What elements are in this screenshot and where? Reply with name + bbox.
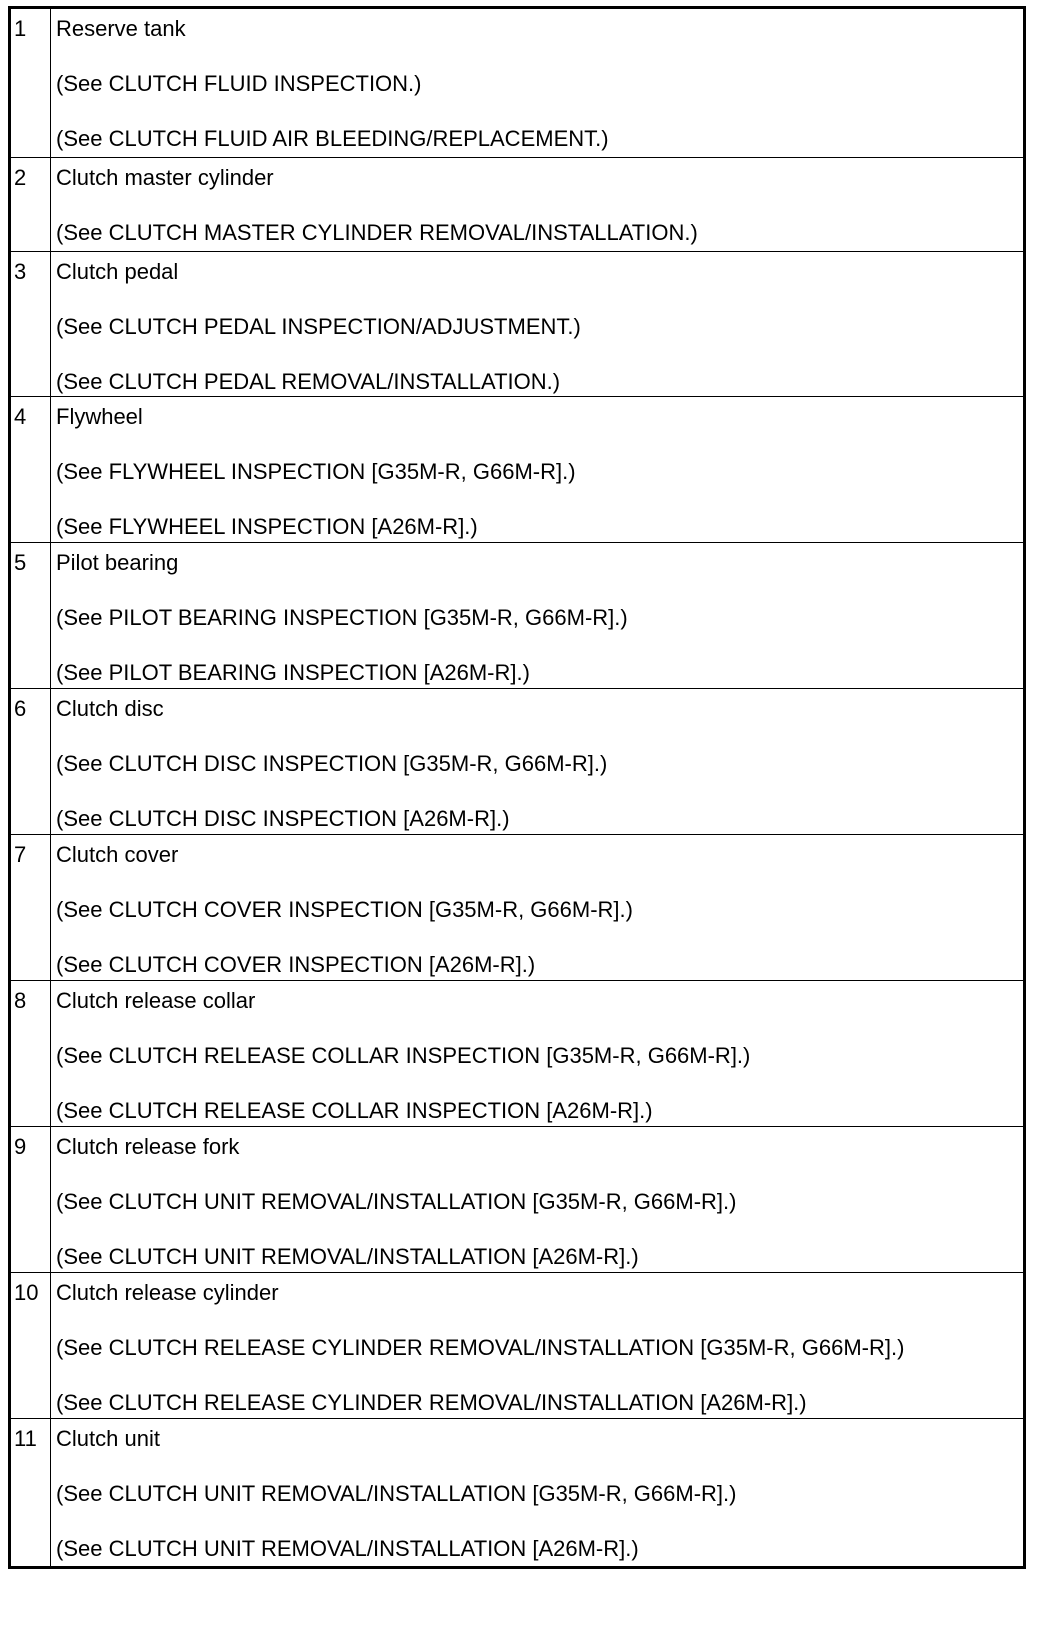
reference-link[interactable]: (See CLUTCH FLUID INSPECTION.) (56, 71, 422, 96)
item-title: Clutch release fork (56, 1134, 240, 1159)
item-number: 10 (10, 1273, 51, 1419)
reference-link[interactable]: (See CLUTCH UNIT REMOVAL/INSTALLATION [A26M-R].) (56, 1244, 639, 1269)
item-content (51, 981, 1025, 1127)
table-row (10, 158, 1025, 252)
item-number: 5 (10, 543, 51, 689)
item-title: Pilot bearing (56, 550, 179, 575)
reference-link[interactable]: (See CLUTCH RELEASE CYLINDER REMOVAL/INSTALLATION [A26M-R].) (56, 1390, 807, 1415)
table-row (10, 981, 1025, 1127)
reference-link[interactable]: (See CLUTCH RELEASE COLLAR INSPECTION [G35M-R, G66M-R].) (56, 1043, 751, 1068)
item-content (51, 835, 1025, 981)
item-number: 2 (10, 158, 51, 252)
reference-link[interactable]: (See CLUTCH UNIT REMOVAL/INSTALLATION [A26M-R].) (56, 1536, 639, 1561)
table-row (10, 689, 1025, 835)
reference-link[interactable]: (See CLUTCH RELEASE COLLAR INSPECTION [A26M-R].) (56, 1098, 653, 1123)
table-row (10, 1127, 1025, 1273)
reference-link[interactable]: (See CLUTCH DISC INSPECTION [A26M-R].) (56, 806, 510, 831)
table-row (10, 1419, 1025, 1568)
table-row (10, 8, 1025, 158)
reference-link[interactable]: (See CLUTCH COVER INSPECTION [A26M-R].) (56, 952, 536, 977)
item-title: Clutch disc (56, 696, 164, 721)
table-row (10, 397, 1025, 543)
reference-link[interactable]: (See FLYWHEEL INSPECTION [G35M-R, G66M-R].) (56, 459, 576, 484)
item-title: Clutch unit (56, 1426, 160, 1451)
table-row (10, 252, 1025, 397)
reference-link[interactable]: (See CLUTCH PEDAL INSPECTION/ADJUSTMENT.) (56, 314, 581, 339)
reference-link[interactable]: (See PILOT BEARING INSPECTION [G35M-R, G66M-R].) (56, 605, 628, 630)
reference-link[interactable]: (See CLUTCH DISC INSPECTION [G35M-R, G66M-R].) (56, 751, 608, 776)
item-title: Clutch pedal (56, 259, 179, 284)
item-content (51, 1273, 1025, 1419)
reference-link[interactable]: (See CLUTCH RELEASE CYLINDER REMOVAL/INSTALLATION [G35M-R, G66M-R].) (56, 1335, 905, 1360)
reference-link[interactable]: (See CLUTCH UNIT REMOVAL/INSTALLATION [G35M-R, G66M-R].) (56, 1481, 737, 1506)
reference-link[interactable]: (See CLUTCH FLUID AIR BLEEDING/REPLACEMENT.) (56, 126, 609, 151)
reference-link[interactable]: (See CLUTCH PEDAL REMOVAL/INSTALLATION.) (56, 369, 561, 394)
item-number: 7 (10, 835, 51, 981)
table-row (10, 835, 1025, 981)
item-content (51, 397, 1025, 543)
item-content (51, 1419, 1025, 1568)
item-title: Clutch master cylinder (56, 165, 274, 190)
item-number: 1 (10, 8, 51, 158)
reference-link[interactable]: (See FLYWHEEL INSPECTION [A26M-R].) (56, 514, 478, 539)
item-content (51, 543, 1025, 689)
table-row (10, 1273, 1025, 1419)
item-number: 8 (10, 981, 51, 1127)
item-number: 3 (10, 252, 51, 397)
item-content (51, 158, 1025, 252)
reference-link[interactable]: (See CLUTCH MASTER CYLINDER REMOVAL/INSTALLATION.) (56, 220, 698, 245)
reference-link[interactable]: (See CLUTCH COVER INSPECTION [G35M-R, G66M-R].) (56, 897, 633, 922)
item-content (51, 8, 1025, 158)
item-content (51, 1127, 1025, 1273)
component-reference-table (8, 6, 1026, 1569)
item-title: Reserve tank (56, 16, 186, 41)
item-title: Flywheel (56, 404, 143, 429)
table-row (10, 543, 1025, 689)
reference-link[interactable]: (See CLUTCH UNIT REMOVAL/INSTALLATION [G35M-R, G66M-R].) (56, 1189, 737, 1214)
item-title: Clutch release cylinder (56, 1280, 279, 1305)
item-number: 11 (10, 1419, 51, 1568)
item-title: Clutch release collar (56, 988, 256, 1013)
item-number: 6 (10, 689, 51, 835)
item-content (51, 252, 1025, 397)
item-number: 9 (10, 1127, 51, 1273)
item-number: 4 (10, 397, 51, 543)
item-content (51, 689, 1025, 835)
item-title: Clutch cover (56, 842, 179, 867)
reference-link[interactable]: (See PILOT BEARING INSPECTION [A26M-R].) (56, 660, 530, 685)
